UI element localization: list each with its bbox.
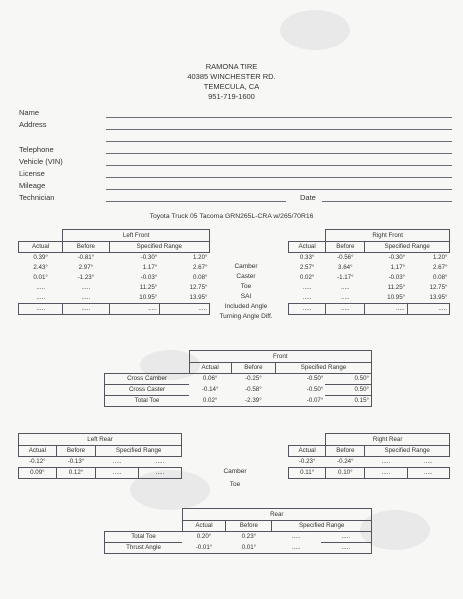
date-line[interactable]	[322, 201, 452, 202]
label-toe: Toe	[240, 283, 252, 290]
col-actual: Actual	[182, 521, 226, 532]
left-rear-table	[18, 433, 182, 479]
rear-before: 0.01°	[226, 543, 272, 554]
rear-row-label: Total Toe	[105, 532, 183, 543]
label-caster: Caster	[236, 273, 256, 280]
lr-toe-actual: 0.09°	[19, 468, 57, 479]
right-rear-title: Right Rear	[326, 434, 450, 446]
field-label-name: Name	[19, 108, 40, 117]
lr-toe-before: 0.12°	[56, 468, 96, 479]
lf-toe-max: 0.08°	[192, 274, 208, 281]
front-title: Front	[189, 351, 371, 363]
lf-turning-before: .....	[63, 304, 109, 315]
front-spec-min: -0.50°	[306, 386, 324, 393]
label-rear-camber: Camber	[223, 468, 247, 475]
rf-included-before: .....	[341, 294, 350, 301]
name-line[interactable]	[106, 117, 452, 118]
col-before: Before	[231, 363, 275, 374]
field-label-address: Address	[19, 120, 47, 129]
rear-before: 0.23°	[241, 533, 257, 541]
col-spec: Specified Range	[365, 242, 450, 253]
lf-caster-max: 2.67°	[192, 264, 208, 271]
lr-camber-max: .....	[155, 458, 165, 465]
left-front-table	[18, 229, 210, 315]
address-line-2[interactable]	[106, 141, 452, 142]
rf-sai-before: .....	[341, 284, 350, 291]
rf-toe-actual: 0.02°	[299, 274, 315, 281]
lf-turning-actual: .....	[19, 304, 63, 315]
front-before: -0.25°	[245, 375, 262, 383]
lf-camber-before: -0.81°	[77, 254, 95, 261]
lf-included-max: 13.95°	[189, 294, 208, 301]
front-row-label: Cross Camber	[105, 374, 190, 385]
license-line[interactable]	[106, 177, 452, 178]
front-spec-min: -0.50°	[306, 375, 324, 383]
field-label-vin: Vehicle (VIN)	[19, 157, 63, 166]
telephone-line[interactable]	[106, 153, 452, 154]
front-before: -2.39°	[231, 396, 275, 407]
field-label-technician: Technician	[19, 193, 55, 202]
shop-phone: 951-719-1600	[208, 92, 255, 101]
rf-sai-actual: .....	[302, 284, 312, 291]
rr-camber-before: -0.24°	[337, 458, 354, 465]
label-included-angle: Included Angle	[224, 303, 268, 310]
lf-toe-actual: 0.01°	[33, 274, 48, 281]
lf-camber-max: 1.20°	[192, 254, 208, 261]
rear-spec-min: .....	[291, 533, 301, 541]
rf-included-max: 13.95°	[429, 294, 448, 301]
col-before: Before	[63, 242, 109, 253]
rf-turning-max: .....	[407, 304, 449, 315]
front-spec-max: 0.50°	[325, 385, 371, 396]
col-before: Before	[326, 242, 365, 253]
lf-included-before: .....	[81, 294, 91, 301]
label-turning-angle: Turning Angle Diff.	[219, 313, 273, 320]
lf-sai-max: 12.75°	[189, 284, 208, 291]
col-actual: Actual	[19, 242, 63, 253]
rf-turning-min: .....	[365, 304, 407, 315]
front-labels	[196, 262, 296, 322]
rear-actual: -0.01°	[182, 543, 226, 554]
lf-camber-actual: 0.39°	[33, 254, 48, 261]
shop-name: RAMONA TIRE	[205, 62, 258, 71]
col-before: Before	[326, 446, 365, 457]
lf-toe-min: -0.03°	[140, 274, 158, 281]
field-label-telephone: Telephone	[19, 145, 54, 154]
col-spec: Specified Range	[109, 242, 209, 253]
front-before: -0.58°	[245, 386, 262, 393]
address-line[interactable]	[106, 129, 452, 130]
lf-sai-min: 11.25°	[139, 284, 158, 291]
shop-city: TEMECULA, CA	[203, 82, 260, 91]
rr-toe-before: 0.10°	[326, 468, 365, 479]
front-actual: -0.14°	[201, 386, 219, 393]
front-spec-min: -0.07°	[276, 396, 326, 407]
lf-included-min: 10.95°	[139, 294, 158, 301]
col-actual: Actual	[289, 446, 326, 457]
col-actual: Actual	[289, 242, 326, 253]
rf-caster-min: 1.17°	[390, 264, 406, 271]
col-spec: Specified Range	[276, 363, 372, 374]
rf-toe-max: 0.08°	[432, 274, 448, 281]
mileage-line[interactable]	[106, 189, 452, 190]
vin-line[interactable]	[106, 165, 452, 166]
col-actual: Actual	[19, 446, 57, 457]
col-spec: Specified Range	[96, 446, 182, 457]
field-label-mileage: Mileage	[19, 181, 46, 190]
rr-camber-actual: -0.23°	[298, 458, 316, 465]
rf-included-min: 10.95°	[387, 294, 406, 301]
technician-line[interactable]	[106, 201, 286, 202]
rf-camber-min: -0.30°	[388, 254, 406, 261]
rear-labels	[200, 465, 270, 491]
front-spec-max: 0.50°	[325, 374, 371, 385]
lf-caster-actual: 2.43°	[33, 264, 48, 271]
lf-toe-before: -1.23°	[77, 274, 95, 281]
rf-toe-before: -1.17°	[337, 274, 354, 281]
lf-caster-before: 2.97°	[78, 264, 94, 271]
front-spec-max: 0.15°	[325, 396, 371, 407]
front-row-label: Cross Caster	[105, 385, 190, 396]
right-rear-table	[288, 433, 450, 479]
left-front-title: Left Front	[63, 230, 210, 242]
front-actual: 0.02°	[189, 396, 231, 407]
rf-camber-actual: 0.33°	[299, 254, 315, 261]
left-rear-title: Left Rear	[19, 434, 182, 446]
col-actual: Actual	[189, 363, 231, 374]
rf-sai-max: 12.75°	[429, 284, 448, 291]
rf-caster-before: 3.64°	[338, 264, 353, 271]
rear-spec-min: .....	[272, 543, 321, 554]
front-row-label: Total Toe	[105, 396, 190, 407]
rf-camber-max: 1.20°	[432, 254, 448, 261]
rf-camber-before: -0.56°	[337, 254, 354, 261]
right-front-title: Right Front	[326, 230, 450, 242]
rf-toe-min: -0.03°	[388, 274, 406, 281]
lr-toe-min: .....	[96, 468, 139, 479]
col-before: Before	[226, 521, 272, 532]
col-spec: Specified Range	[272, 521, 372, 532]
label-camber: Camber	[234, 263, 258, 270]
rear-table	[104, 508, 372, 554]
rf-included-actual: .....	[302, 294, 312, 301]
lf-camber-min: -0.30°	[140, 254, 158, 261]
lf-turning-max: .....	[159, 304, 209, 315]
rf-turning-before: .....	[326, 304, 365, 315]
rr-toe-max: .....	[407, 468, 449, 479]
field-label-license: License	[19, 169, 45, 178]
rr-camber-min: .....	[381, 458, 391, 465]
vehicle-description: Toyota Truck 05 Tacoma GRN265L-CRA w/265/70R16	[149, 213, 314, 220]
right-front-table	[288, 229, 450, 315]
front-actual: 0.06°	[202, 375, 218, 383]
scan-smudge	[280, 10, 350, 50]
lf-sai-before: .....	[81, 284, 91, 291]
rear-title: Rear	[182, 509, 371, 521]
col-before: Before	[56, 446, 96, 457]
lf-included-actual: .....	[36, 294, 45, 301]
rear-row-label: Thrust Angle	[105, 543, 183, 554]
rr-toe-min: .....	[365, 468, 407, 479]
front-table	[104, 350, 372, 407]
rr-toe-actual: 0.11°	[289, 468, 326, 479]
rear-spec-max: .....	[321, 532, 372, 543]
lr-camber-actual: -0.12°	[29, 458, 46, 465]
lr-camber-min: .....	[112, 458, 122, 465]
lr-toe-max: .....	[139, 468, 182, 479]
lf-caster-min: 1.17°	[142, 264, 158, 271]
lr-camber-before: -0.13°	[67, 458, 85, 465]
rf-caster-actual: 2.57°	[299, 264, 315, 271]
rear-spec-max: .....	[321, 543, 372, 554]
lf-turning-min: .....	[109, 304, 159, 315]
label-rear-toe: Toe	[229, 481, 241, 488]
rf-turning-actual: .....	[289, 304, 326, 315]
label-sai: SAI	[240, 293, 252, 300]
rf-sai-min: 11.25°	[387, 284, 406, 291]
rf-caster-max: 2.67°	[432, 264, 448, 271]
lf-sai-actual: .....	[36, 284, 45, 291]
shop-address: 40385 WINCHESTER RD.	[187, 72, 276, 81]
col-spec: Specified Range	[365, 446, 450, 457]
rear-actual: 0.20°	[196, 533, 212, 541]
field-label-date: Date	[300, 193, 316, 202]
rr-camber-max: .....	[424, 458, 433, 465]
